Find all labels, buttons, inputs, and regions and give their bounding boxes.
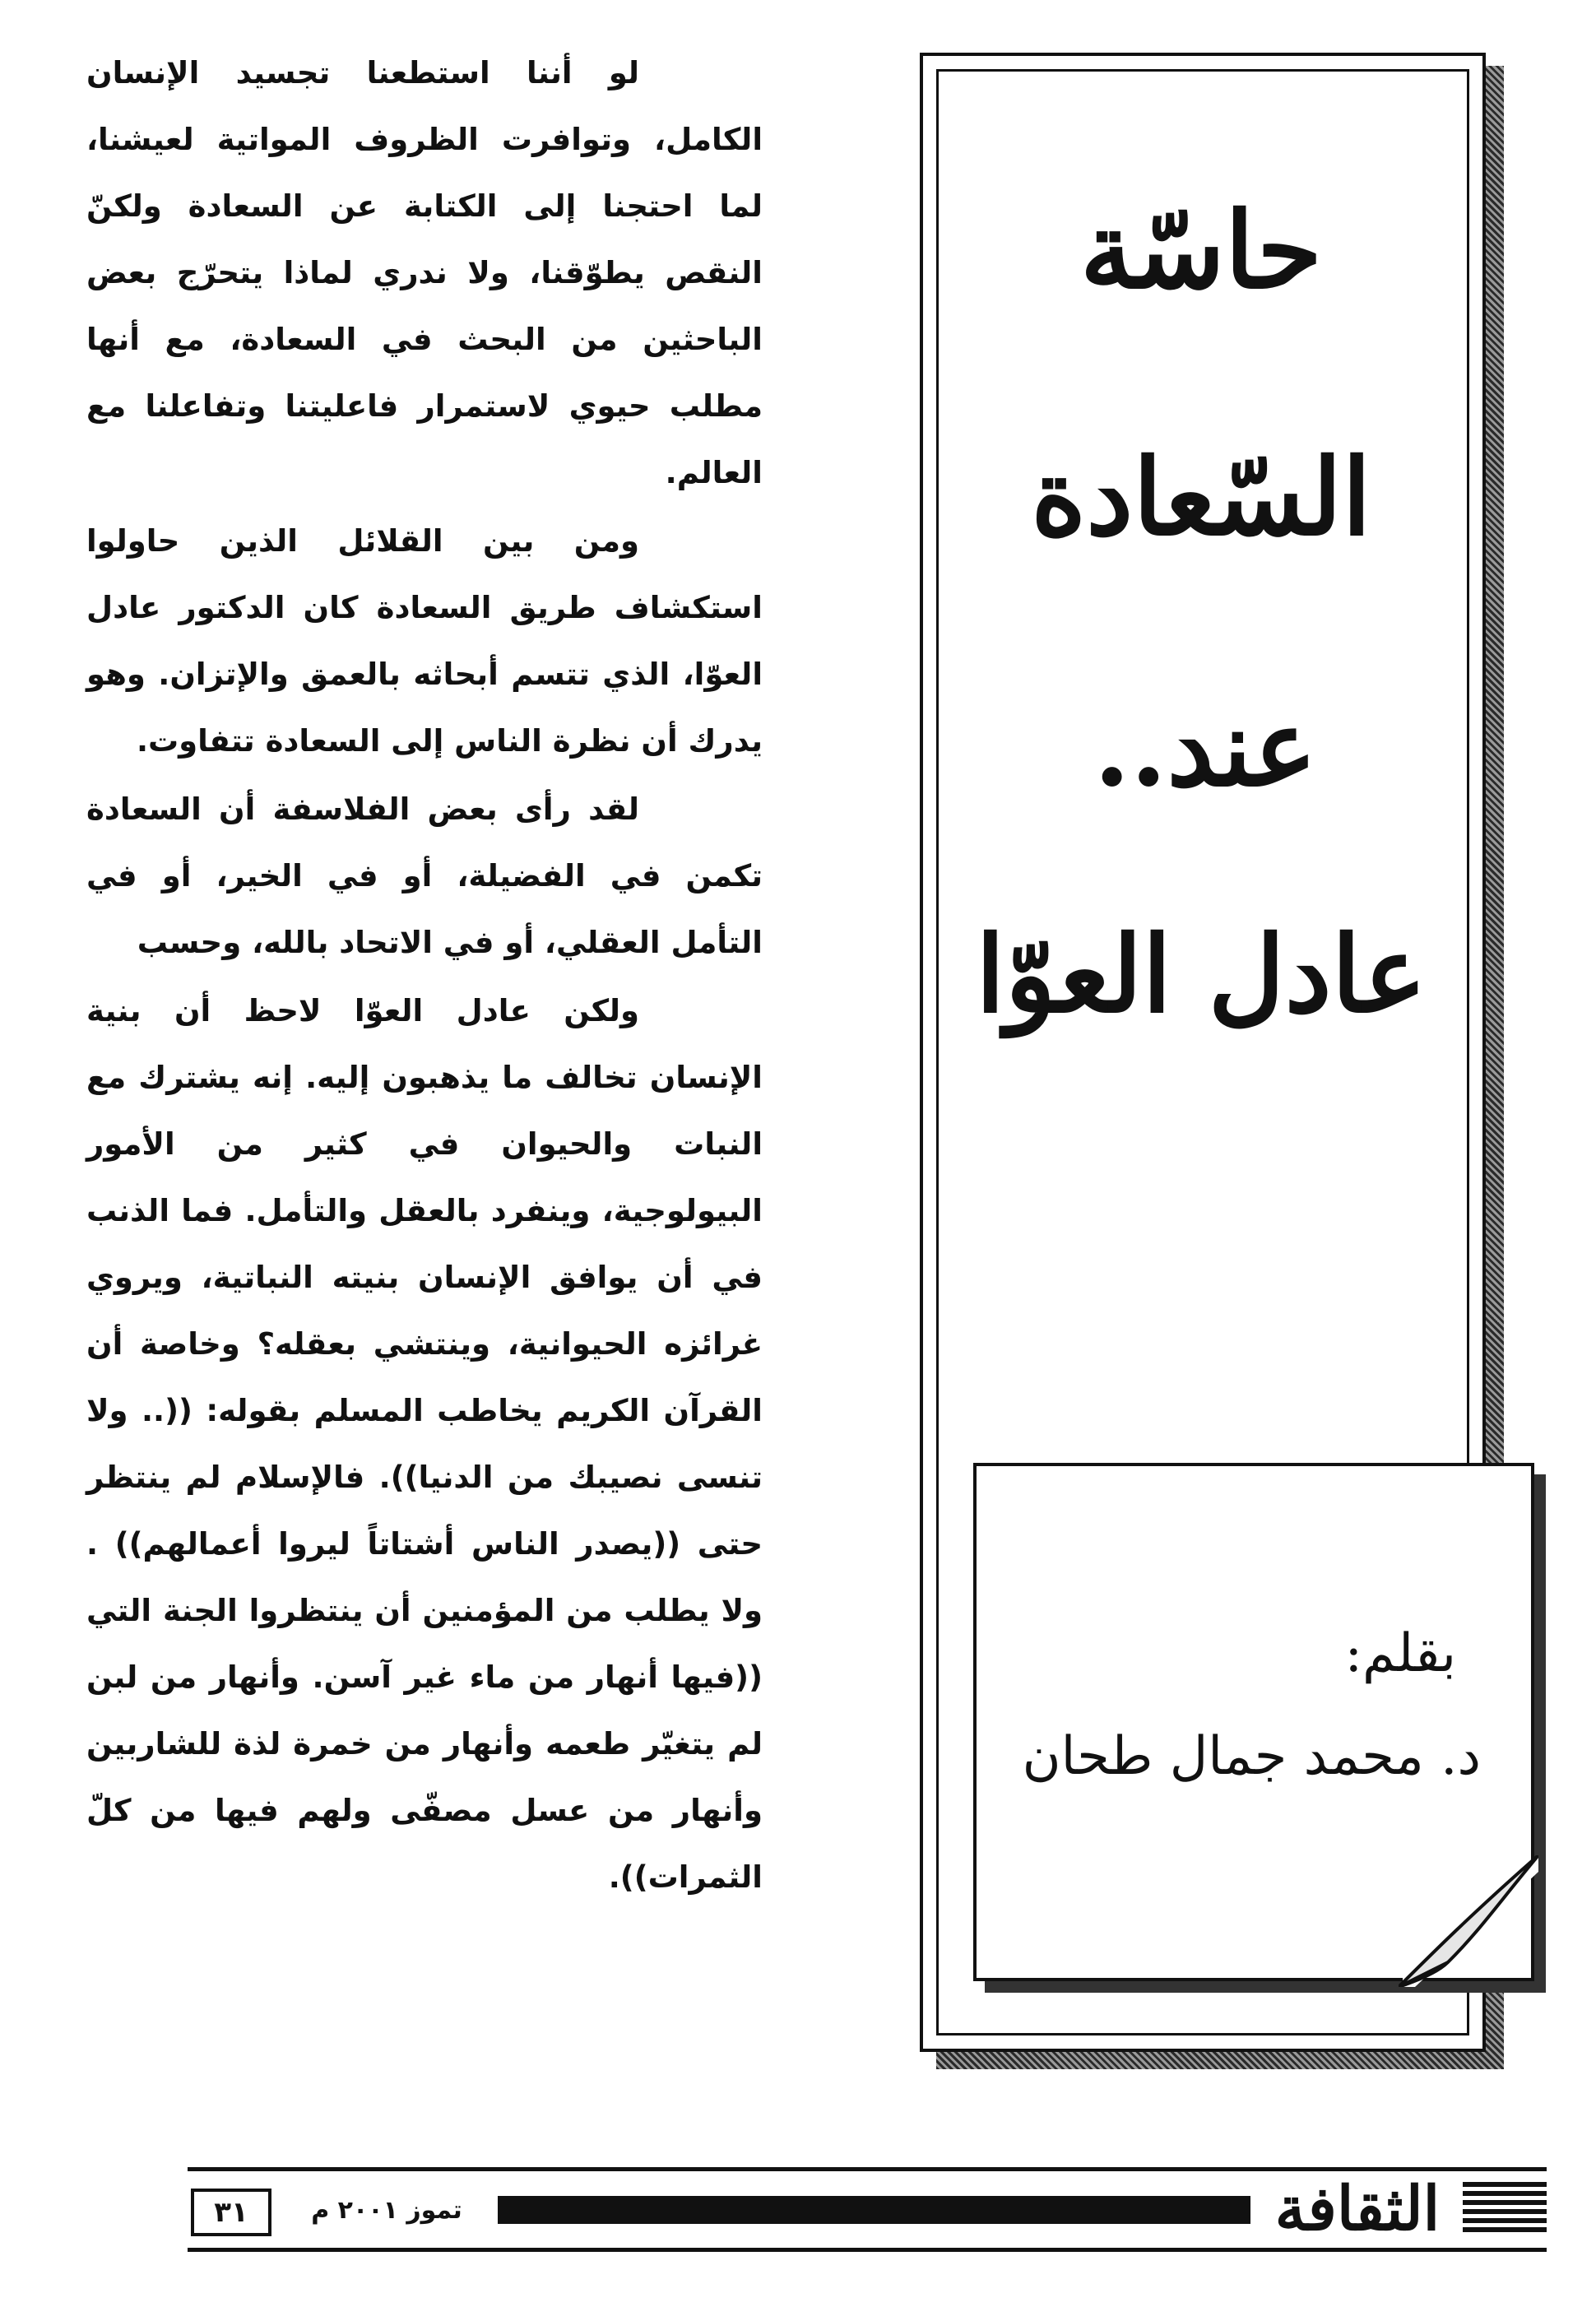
- page-number: ٣١: [191, 2189, 271, 2236]
- article-paragraph-2: ومن بين القلائل الذين حاولوا استكشاف طريق السعادة كان الدكتور عادل العوّا، الذي تتسم أبحاثه بالعمق والإتزان. وهو يدرك أن نظرة الناس إلى السعادة تتفاوت.: [86, 523, 763, 759]
- footer-rule-bottom: [188, 2248, 1547, 2252]
- page-curl-icon: [1399, 1855, 1538, 1987]
- author-name: د. محمد جمال طحان: [1022, 1726, 1481, 1787]
- magazine-name: الثقافة: [1274, 2174, 1441, 2244]
- title-line-2: السّعادة: [1031, 436, 1371, 559]
- byline-label: بقلم:: [1344, 1623, 1456, 1684]
- article-paragraph-3: لقد رأى بعض الفلاسفة أن السعادة تكمن في الفضيلة، أو في الخير، أو في التأمل العقلي، أو في الاتحاد بالله، وحسب: [86, 791, 763, 960]
- issue-date: تموز ٢٠٠١ م: [311, 2196, 462, 2225]
- title-line-4: عادل العوّا: [976, 913, 1427, 1037]
- article-body: [86, 39, 763, 1910]
- article-paragraph-1: لو أننا استطعنا تجسيد الإنسان الكامل، وتوافرت الظروف المواتية لعيشنا، لما احتجنا إلى الكتابة عن السعادة ولكنّ النقص يطوّقنا، ولا ندري لماذا يتحرّج بعض الباحثين من البحث في السعادة، مع أنها مطلب حيوي لاستمرار فاعليتنا وتفاعلنا مع العالم.: [86, 55, 763, 490]
- article-paragraph-4: ولكن عادل العوّا لاحظ أن بنية الإنسان تخالف ما يذهبون إليه. إنه يشترك مع النبات والحيوان في كثير من الأمور البيولوجية، وينفرد بالعقل والتأمل. فما الذنب في أن يوافق الإنسان بنيته النباتية، ويروي غرائزه الحيوانية، وينتشي بعقله؟ وخاصة أن القرآن الكريم يخاطب المسلم بقوله: ((.. ولا تنسى نصيبك من الدنيا)). فالإسلام لم ينتظر حتى ((يصدر الناس أشتاتاً ليروا أعمالهم)) . ولا يطلب من المؤمنين أن ينتظروا الجنة التي ((فيها أنهار من ماء غير آسن. وأنهار من لبن لم يتغيّر طعمه وأنهار من خمرة لذة للشاربين وأنهار من عسل مصفّى ولهم فيها من كلّ الثمرات)).: [86, 993, 763, 1895]
- footer-bar: [498, 2196, 1250, 2224]
- footer-rule-top: [188, 2167, 1547, 2171]
- title-line-3: عند..: [1093, 687, 1317, 810]
- title-line-1: حاسّة: [1080, 189, 1322, 313]
- footer-stripes: [1463, 2182, 1547, 2236]
